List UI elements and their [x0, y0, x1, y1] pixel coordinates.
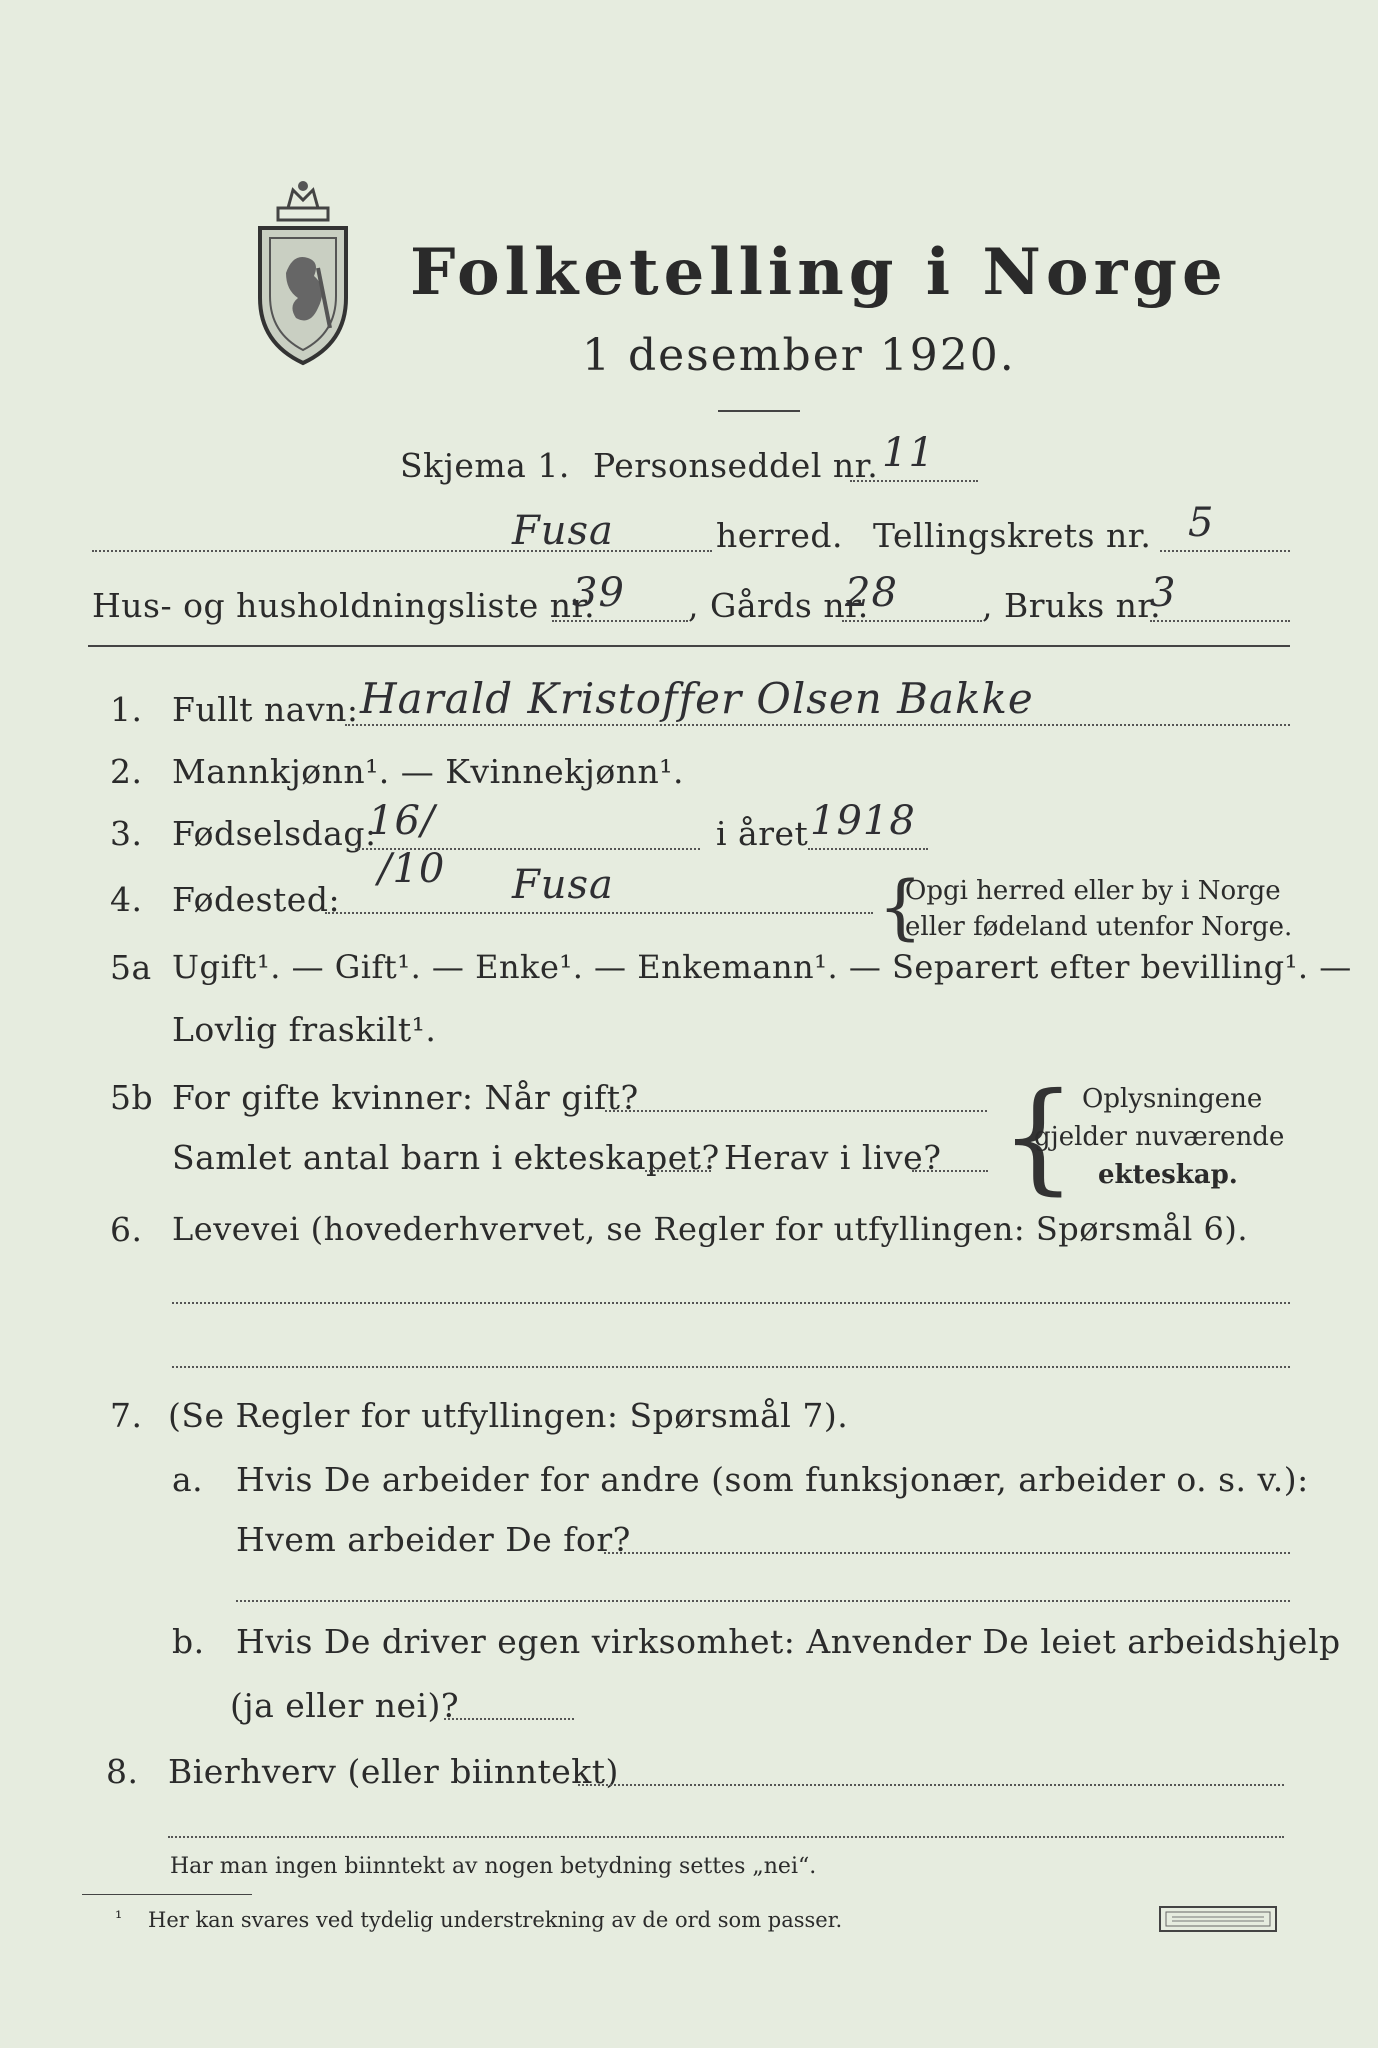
coat-of-arms-icon — [248, 178, 358, 368]
gards-value: 28 — [845, 570, 898, 616]
q7-label: (Se Regler for utfyllingen: Spørsmål 7). — [168, 1396, 849, 1435]
q7b-label-2: (ja eller nei)? — [230, 1686, 460, 1725]
census-date: 1 desember 1920. — [582, 330, 1016, 381]
q7a-label: Hvis De arbeider for andre (som funksjonær, arbeider o. s. v.): — [236, 1460, 1309, 1499]
form-title: Folketelling i Norge — [410, 235, 1228, 310]
tellingskrets-value: 5 — [1188, 500, 1215, 546]
q3-year-label: i året — [716, 814, 809, 853]
q5b-note-2: gjelder nuværende — [1034, 1122, 1285, 1152]
q5b-number: 5b — [110, 1078, 154, 1117]
birth-year-value: 1918 — [810, 798, 916, 844]
husliste-value: 39 — [572, 570, 625, 616]
q5b-note-3: ekteskap. — [1098, 1160, 1238, 1190]
census-form: Folketelling i Norge 1 desember 1920. Skjema 1. Personseddel nr. 11 Fusa herred. Tellingskrets nr. 5 Hus- og husholdningsliste nr. 39 , Gårds nr. 28 , Bruks nr. 3 1. Fullt navn: Harald Kristoffer Olsen Bakke 2. Mannkjønn¹. — Kvinnekjønn¹. 3. Fødselsdag: 16/ /10 i året 1918 4. Fødested: Fusa { Opgi herred eller by i Norge eller fødeland utenfor Norge. 5a Ugift¹. — Gift¹. — Enke¹. — Enkemann¹. — Separert efter bevilling¹. — Lovlig fraskilt¹. 5b For gifte kvinner: Når gift? Samlet antal barn i ekteskapet? Herav i live? { Oplysningene gjelder nuværende ekteskap. 6. Levevei (hovederhvervet, se Regler for utfyllingen: Spørsmål 6). 7. (Se Regler for utfyllingen: Spørsmål 7). a. Hvis De arbeider for andre (som funksjonær, arbeider o. s. v.): Hvem arbeider De for? b. Hvis De driver egen virksomhet: Anvender De leiet arbeidshjelp (ja eller nei)? 8. Bierhverv (eller biinntekt) Har man ingen biinntekt av nogen betydning settes „nei“. ¹ Her kan svares ved tydelig understrekning av de ord som passer. — [0, 0, 1378, 2048]
q5a-number: 5a — [110, 948, 152, 987]
herred-value: Fusa — [512, 508, 614, 554]
title-divider — [718, 410, 800, 412]
q5a-label: Ugift¹. — Gift¹. — Enke¹. — Enkemann¹. — Separert efter bevilling¹. — — [172, 948, 1352, 986]
q5b-label-2: Samlet antal barn i ekteskapet? — [172, 1138, 720, 1177]
q6-number: 6. — [110, 1210, 143, 1249]
birthplace-value: Fusa — [512, 862, 614, 908]
q4-number: 4. — [110, 880, 143, 919]
personseddel-label: Personseddel nr. — [593, 446, 879, 485]
q3-label: Fødselsdag: — [172, 814, 377, 853]
q5b-label-3: Herav i live? — [724, 1138, 942, 1177]
q7b-label: Hvis De driver egen virksomhet: Anvender De leiet arbeidshjelp — [236, 1622, 1341, 1661]
personseddel-value: 11 — [882, 430, 935, 476]
q7a-letter: a. — [172, 1460, 204, 1499]
q4-note-1: Opgi herred eller by i Norge — [905, 876, 1281, 906]
printer-stamp-icon — [1158, 1904, 1278, 1934]
header-divider — [88, 645, 1290, 647]
q1-number: 1. — [110, 690, 143, 729]
q7b-letter: b. — [172, 1622, 205, 1661]
q2-label: Mannkjønn¹. — Kvinnekjønn¹. — [172, 752, 684, 791]
bruks-value: 3 — [1150, 570, 1177, 616]
q8-label: Bierhverv (eller biinntekt) — [168, 1752, 619, 1791]
bruks-label: , Bruks nr. — [982, 586, 1162, 625]
q5b-note-1: Oplysningene — [1082, 1084, 1263, 1114]
birthday-day-value: 16/ — [368, 798, 436, 844]
gards-label: , Gårds nr. — [688, 586, 869, 625]
q2-number: 2. — [110, 752, 143, 791]
footnote-marker: ¹ — [115, 1908, 123, 1929]
q1-label: Fullt navn: — [172, 690, 359, 729]
q3-number: 3. — [110, 814, 143, 853]
q6-label: Levevei (hovederhvervet, se Regler for utfyllingen: Spørsmål 6). — [172, 1210, 1249, 1248]
footnote-divider — [82, 1894, 252, 1895]
q5a-label-2: Lovlig fraskilt¹. — [172, 1010, 437, 1049]
q7-number: 7. — [110, 1396, 143, 1435]
q4-note-2: eller fødeland utenfor Norge. — [905, 912, 1293, 942]
q5b-label: For gifte kvinner: Når gift? — [172, 1078, 639, 1117]
q4-label: Fødested: — [172, 880, 341, 919]
tellingskrets-label: Tellingskrets nr. — [873, 516, 1152, 555]
herred-label: herred. — [716, 516, 843, 555]
full-name-value: Harald Kristoffer Olsen Bakke — [360, 674, 1034, 723]
schema-label: Skjema 1. — [400, 446, 570, 485]
q7a-label-2: Hvem arbeider De for? — [236, 1520, 631, 1559]
footnote-text: Her kan svares ved tydelig understrekning av de ord som passer. — [148, 1908, 843, 1932]
q8-number: 8. — [106, 1752, 139, 1791]
husliste-label: Hus- og husholdningsliste nr. — [92, 586, 596, 625]
birthday-month-value: /10 — [378, 846, 446, 892]
footer-note: Har man ingen biinntekt av nogen betydning settes „nei“. — [170, 1854, 817, 1879]
